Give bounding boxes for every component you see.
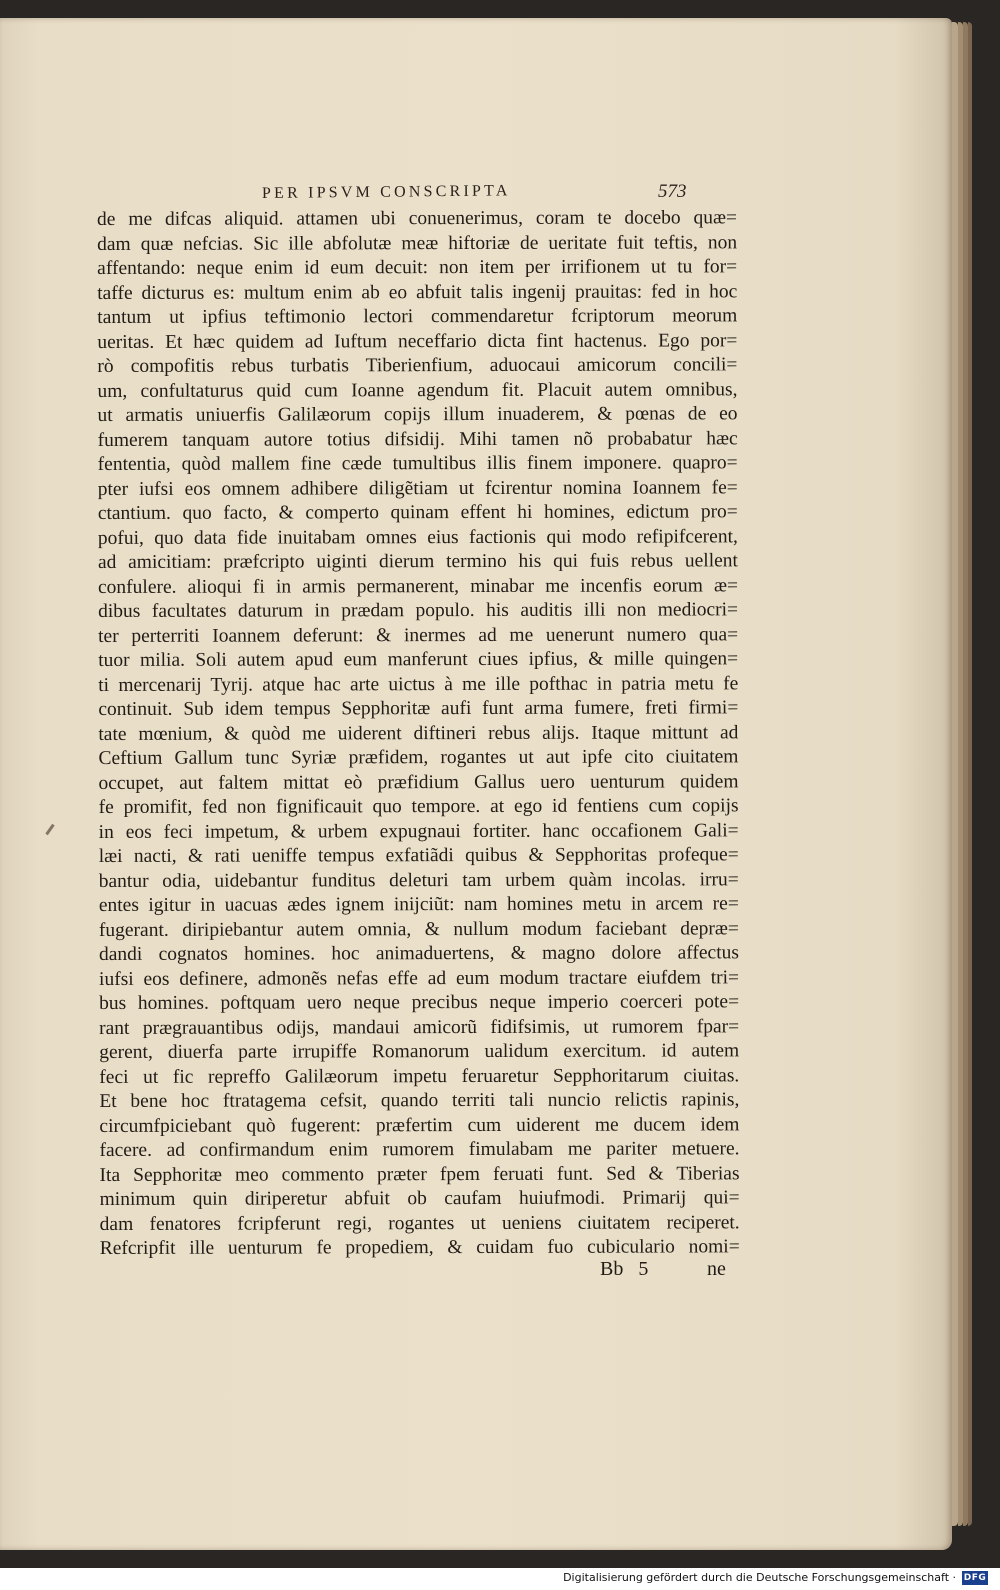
- text-line: fententia, quòd mallem fine cæde tumultibus illis finem imponere. quapro=: [97, 452, 738, 475]
- text-line: occupet, aut faltem mittat eò præfidium Gallus uero uenturum quidem: [98, 770, 739, 794]
- text-line: ueritas. Et hæc quidem ad Iuftum neceffario dicta fint hactenus. Ego por=: [97, 329, 738, 353]
- text-line: tate mœnium, & quòd me uiderent diftineri rebus alijs. Itaque mittunt ad: [98, 721, 739, 745]
- page-foot: [0, 1258, 952, 1288]
- text-line: tantum ut ipfius teftimonio lectori commendaretur fcriptorum meorum: [97, 305, 738, 328]
- text-line: confulere. alioqui fi in armis permanerent, minabar me incenfis eorum æ=: [97, 574, 739, 598]
- main-text: [97, 206, 740, 1261]
- text-line: Refcripfit ille uenturum fe propediem, & cuidam fuo cubiculario nomi=: [99, 1236, 740, 1259]
- page-number: 573: [658, 181, 687, 202]
- text-line: ctantium. quo facto, & comperto quinam effent hi homines, edictum pro=: [97, 501, 738, 524]
- text-line: Et bene hoc ftratagema cefsit, quando territi tali nuncio relictis rapinis,: [99, 1089, 740, 1112]
- text-line: entes igitur in uacuas ædes ignem inijciũt: nam homines metu in arcem re=: [98, 893, 739, 916]
- digitization-footer: [0, 1568, 1000, 1590]
- text-line: taffe dicturus es: multum enim ab eo abfuit talis ingenij prauitas: fed in hoc: [97, 280, 738, 304]
- text-line: pofui, quo data fide inuitabam omnes eius factionis qui modo refipifcerent,: [97, 525, 738, 549]
- text-line: de me difcas aliquid. attamen ubi conuenerimus, coram te docebo quæ=: [97, 207, 738, 230]
- margin-pen-mark: [45, 824, 54, 836]
- text-line: minimum quin diriperetur abfuit ob caufam huiufmodi. Primarij qui=: [99, 1187, 740, 1210]
- text-line: ter perterriti Ioannem deferunt: & inermes ad me uenerunt numero qua=: [98, 623, 739, 647]
- text-line: læi nacti, & rati ueniffe tempus exfatiãdi quibus & Sepphoritas profeque=: [98, 844, 739, 867]
- text-line: feci ut fic repreffo Galilæorum impetu feruaretur Sepphoritarum ciuitas.: [99, 1064, 740, 1088]
- text-line: affentando: neque enim id eum decuit: non item per irrifionem ut tu for=: [97, 256, 738, 279]
- text-line: tuor milia. Soli autem apud eum manferunt ciues ipfius, & mille quingen=: [98, 648, 739, 671]
- text-line: fumerem tanquam autore totius difsidij. Mihi tamen nõ probabatur hæc: [97, 427, 738, 451]
- text-line: fe promifit, fed non fignificauit quo tempore. at ego id fentiens cum copijs: [98, 795, 739, 818]
- text-line: bus homines. poftquam uero neque precibus neque imperio coerceri pote=: [99, 991, 740, 1014]
- text-line: circumfpiciebant quò fugerent: præfertim cum uiderent me ducem idem: [99, 1113, 740, 1137]
- text-line: Ita Sepphoritæ meo commento præter fpem feruati funt. Sed & Tiberias: [99, 1162, 740, 1186]
- catchword: ne: [707, 1258, 726, 1280]
- text-line: um, confultaturus quid cum Ioanne agendum fit. Placuit autem omnibus,: [97, 378, 738, 402]
- page-edge: [968, 22, 972, 1526]
- text-line: rant prægrauantibus odijs, mandaui amicorũ fidifsimis, ut rumorem fpar=: [99, 1015, 740, 1039]
- dfg-logo: DFG: [963, 1573, 987, 1583]
- text-line: dam quæ nefcias. Sic ille abfolutæ meæ hiftoriæ de ueritate fuit teftis, non: [97, 231, 738, 255]
- text-line: bantur odia, uidebantur funditus deleturi tam urbem quàm incolas. irru=: [98, 868, 739, 892]
- text-line: fugerant. diripiebantur autem omnia, & nullum modum faciebant depræ=: [98, 917, 739, 941]
- text-line: iufsi eos definere, admonẽs nefas effe ad eum modum tractare eiufdem tri=: [98, 966, 740, 990]
- running-title: PER IPSVM CONSCRIPTA: [261, 182, 511, 202]
- text-line: continuit. Sub idem tempus Sepphoritæ aufi funt arma fumere, freti firmi=: [98, 697, 739, 720]
- text-line: ti mercenarij Tyrij. atque hac arte uictus à me ille pofthac in patria metu fe: [98, 672, 739, 696]
- text-line: rò compofitis rebus turbatis Tiberienfium, aduocaui amicorum concili=: [97, 354, 738, 377]
- text-line: ut armatis uniuerfis Galilæorum copijs illum inuaderem, & pœnas de eo: [97, 403, 738, 426]
- text-line: dam fenatores fcripferunt regi, rogantes ut ueniens ciuitatem reciperet.: [99, 1211, 740, 1235]
- text-line: in eos feci impetum, & urbem expugnaui fortiter. hanc occafionem Gali=: [98, 819, 739, 843]
- text-line: facere. ad confirmandum enim rumorem fimulabam me pariter metuere.: [99, 1138, 740, 1161]
- text-line: gerent, diuerfa parte irrupiffe Romanorum ualidum exercitum. id autem: [99, 1040, 740, 1063]
- book-page: [0, 18, 952, 1550]
- text-line: dandi cognatos homines. hoc animaduertens, & magno dolore affectus: [98, 942, 739, 965]
- text-line: pter iufsi eos omnem adhibere diligẽtiam ut fcirentur nomina Ioannem fe=: [97, 476, 738, 500]
- funding-credit: Digitalisierung gefördert durch die Deutsche Forschungsgemeinschaft ·: [563, 1571, 956, 1584]
- text-line: dibus facultates daturum in prædam populo. his auditis illi non mediocri=: [98, 599, 739, 622]
- text-line: Ceftium Gallum tunc Syriæ præfidem, rogantes ut aut ipfe cito ciuitatem: [98, 746, 739, 769]
- running-head: [0, 160, 952, 200]
- text-line: ad amicitiam: præfcripto uiginti dierum termino his qui fuis rebus uellent: [97, 550, 738, 573]
- signature-mark: Bb 5: [600, 1258, 649, 1280]
